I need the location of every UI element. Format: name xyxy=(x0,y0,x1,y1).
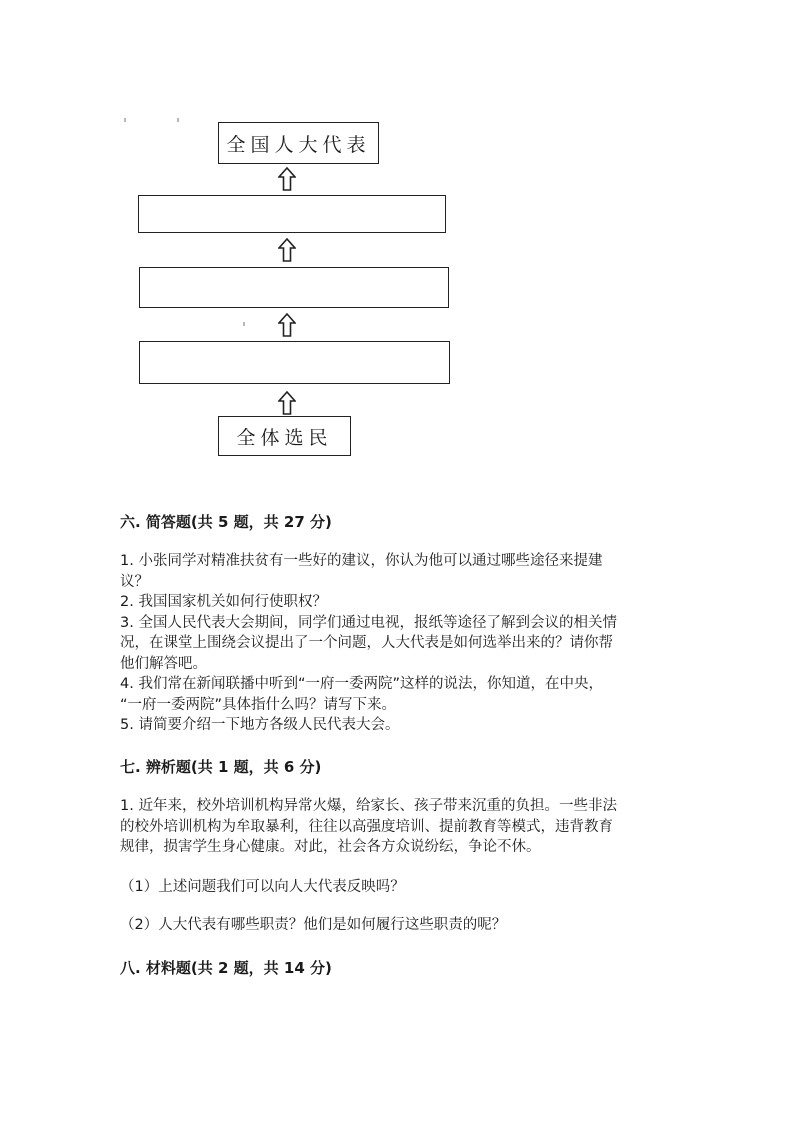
question-7-1-sub-2: （2）人大代表有哪些职责？他们是如何履行这些职责的呢？ xyxy=(120,917,507,933)
question-6-2: 2. 我国国家机关如何行使职权？ xyxy=(120,594,327,610)
question-6-3-line-3: 他们解答吧。 xyxy=(120,655,207,672)
blank-box-label xyxy=(140,268,448,307)
section-6-questions xyxy=(120,551,680,736)
section-7-title: 七. 辨析题(共 1 题，共 6 分) xyxy=(120,758,322,776)
scan-speck xyxy=(243,322,245,326)
question-7-1-sub-1: （1）上述问题我们可以向人大代表反映吗？ xyxy=(120,879,405,895)
blank-box-label xyxy=(140,342,449,383)
question-6-1-line-1: 1. 小张同学对精准扶贫有一些好的建议，你认为他可以通过哪些途径来提建 xyxy=(120,553,603,569)
question-7-1-line-2: 的校外培训机构为牟取暴利，往往以高强度培训、提前教育等模式，违背教育 xyxy=(120,818,613,835)
question-6-1-line-2: 议？ xyxy=(120,573,149,590)
question-6-4-line-2: “一府一委两院”具体指什么吗？请写下来。 xyxy=(120,696,397,713)
question-6-3-line-1: 3. 全国人民代表大会期间，同学们通过电视，报纸等途径了解到会议的相关情 xyxy=(120,614,617,631)
blank-box-level-3 xyxy=(139,341,450,384)
question-7-1-line-1: 1. 近年来，校外培训机构异常火爆，给家长、孩子带来沉重的负担。一些非法 xyxy=(120,798,617,814)
bottom-box-all-voters xyxy=(218,416,351,456)
blank-box-level-1 xyxy=(138,195,446,233)
section-8-title: 八. 材料题(共 2 题，共 14 分) xyxy=(120,959,332,977)
up-arrow-icon xyxy=(278,167,296,191)
bottom-box-label: 全体选民 xyxy=(236,426,333,449)
top-box-label: 全国人大代表 xyxy=(226,133,371,156)
question-7-1-line-3: 规律，损害学生身心健康。对此，社会各方众说纷纭，争论不休。 xyxy=(120,839,541,855)
up-arrow-icon xyxy=(278,313,296,337)
up-arrow-icon xyxy=(278,391,296,415)
blank-box-label xyxy=(139,196,445,232)
up-arrow-icon xyxy=(278,238,296,262)
scan-speck xyxy=(177,118,179,122)
question-6-3-line-2: 况，在课堂上围绕会议提出了一个问题，人大代表是如何选举出来的？请你帮 xyxy=(120,635,613,651)
section-6-title: 六. 简答题(共 5 题，共 27 分) xyxy=(120,513,332,531)
section-7-question xyxy=(120,796,680,858)
question-6-4-line-1: 4. 我们常在新闻联播中听到“一府一委两院”这样的说法，你知道，在中央， xyxy=(120,676,603,692)
blank-box-level-2 xyxy=(139,267,449,308)
question-6-5: 5. 请简要介绍一下地方各级人民代表大会。 xyxy=(120,717,400,733)
top-box-nationwide-deputies xyxy=(218,122,379,164)
scan-speck xyxy=(124,118,126,122)
